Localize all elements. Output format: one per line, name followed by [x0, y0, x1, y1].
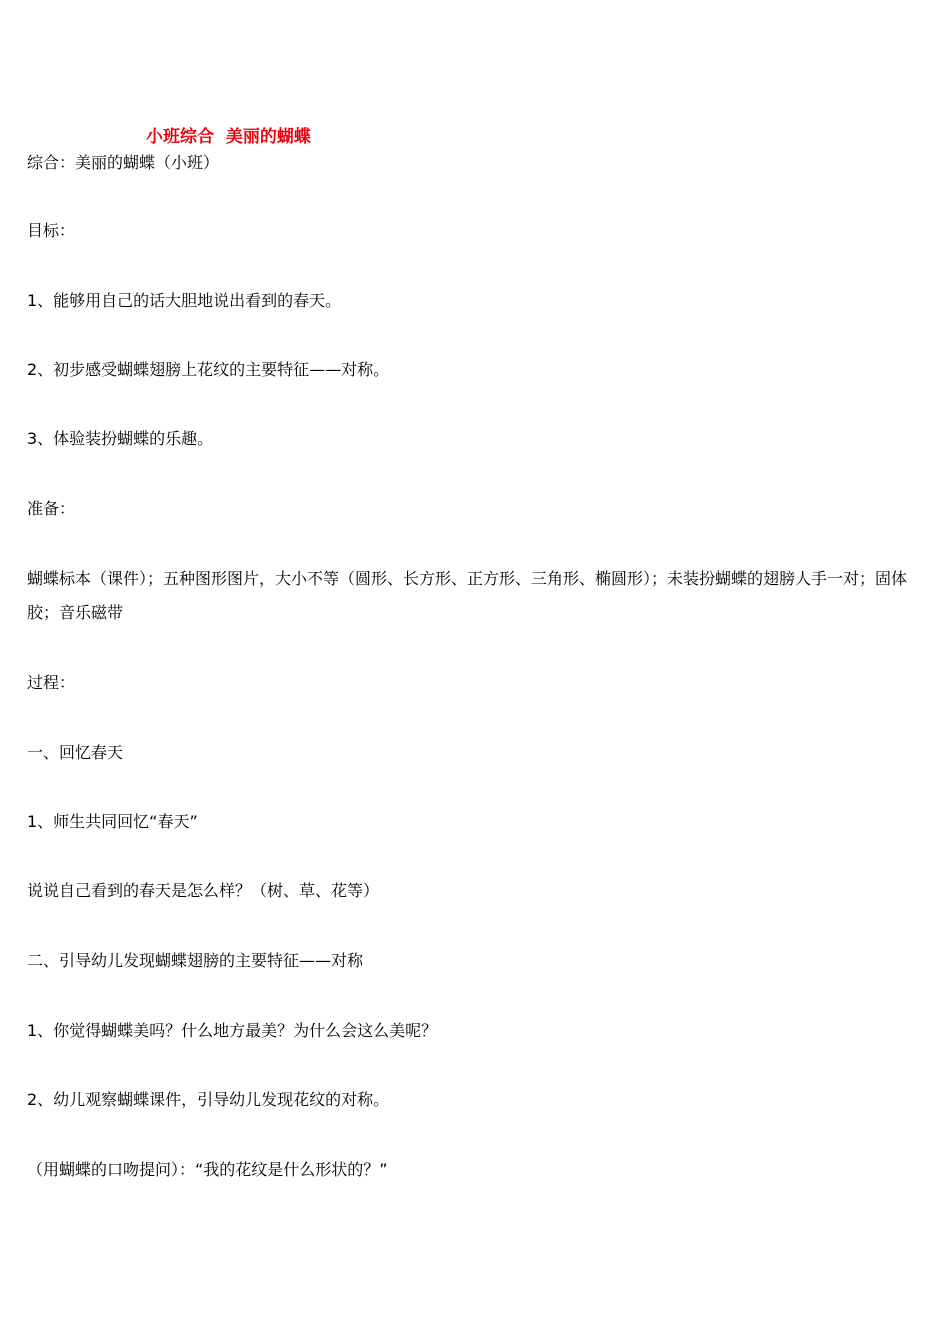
- heading-process: 过程：: [27, 673, 76, 692]
- heading-goals: 目标：: [27, 221, 76, 240]
- goal-item-2: 2、初步感受蝴蝶翅膀上花纹的主要特征——对称。: [27, 360, 390, 379]
- section-two-heading: 二、引导幼儿发现蝴蝶翅膀的主要特征——对称: [27, 951, 364, 970]
- section-two-question: （用蝴蝶的口吻提问）：“我的花纹是什么形状的？”: [27, 1160, 388, 1179]
- section-two-item-2: 2、幼儿观察蝴蝶课件，引导幼儿发现花纹的对称。: [27, 1090, 390, 1109]
- document-title: 小班综合 美丽的蝴蝶: [146, 127, 311, 147]
- section-one-heading: 一、回忆春天: [27, 743, 124, 762]
- goal-item-3: 3、体验装扮蝴蝶的乐趣。: [27, 429, 214, 448]
- goal-item-1: 1、能够用自己的话大胆地说出看到的春天。: [27, 291, 342, 310]
- preparation-text: 蝴蝶标本（课件）；五种图形图片，大小不等（圆形、长方形、正方形、三角形、椭圆形）；未装扮蝴蝶的翅膀人手一对；固体胶；音乐磁带: [27, 569, 908, 622]
- paragraph-intro: 综合：美丽的蝴蝶（小班）: [27, 153, 220, 172]
- heading-preparation: 准备：: [27, 499, 76, 518]
- section-two-item-1: 1、你觉得蝴蝶美吗？什么地方最美？为什么会这么美呢？: [27, 1021, 438, 1040]
- section-one-item-1: 1、师生共同回忆“春天”: [27, 812, 198, 831]
- section-one-question: 说说自己看到的春天是怎么样？（树、草、花等）: [27, 881, 380, 900]
